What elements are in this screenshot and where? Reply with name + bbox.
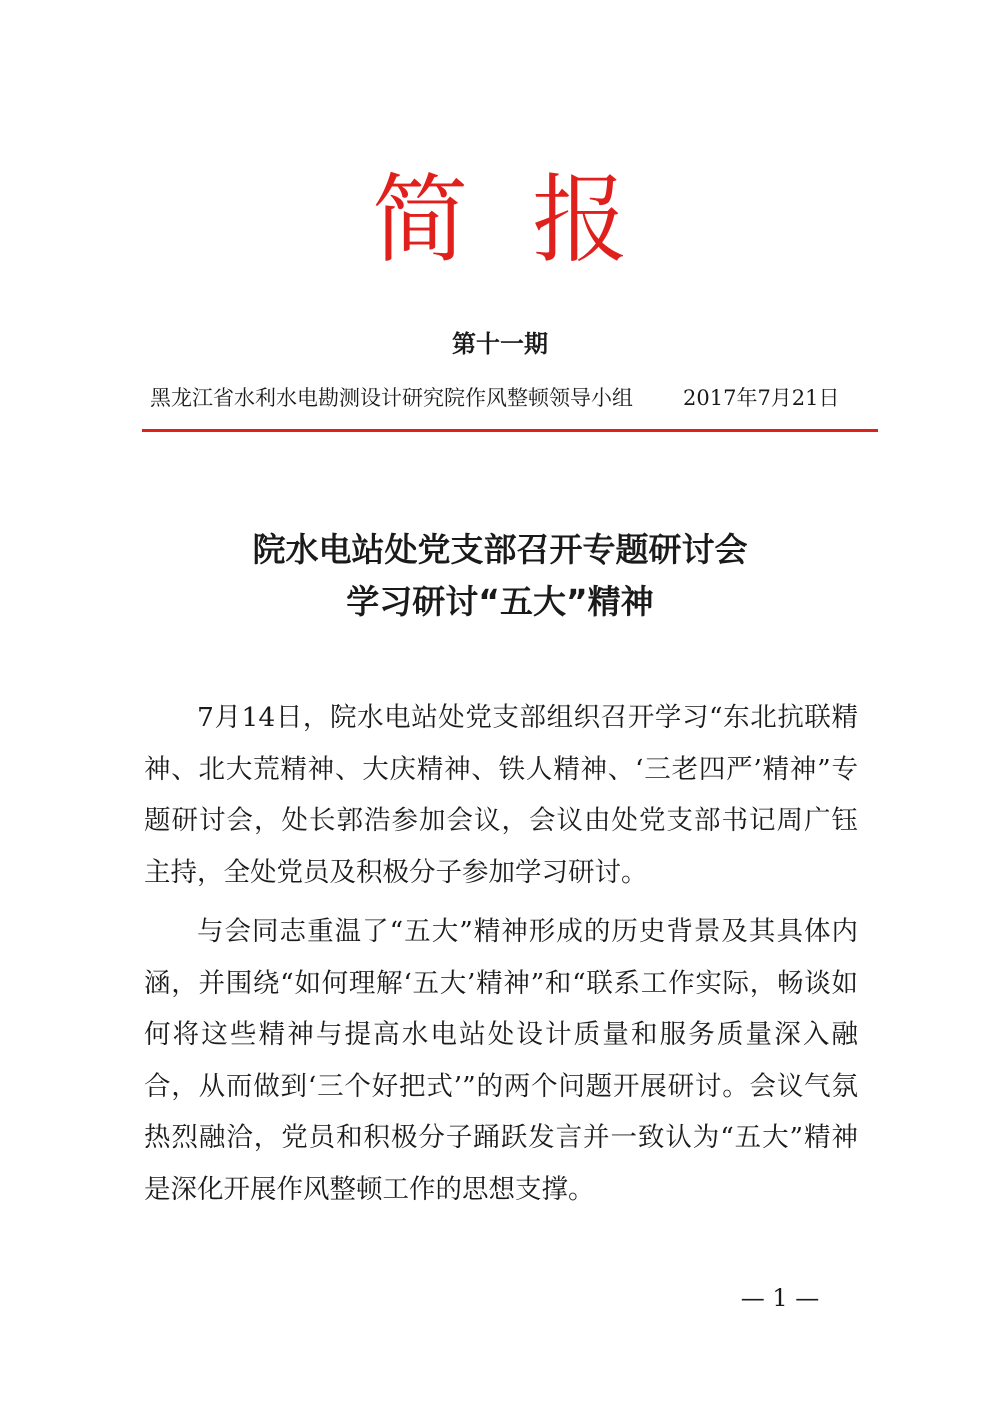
- red-divider: [142, 429, 878, 432]
- issue-date: 2017年7月21日: [683, 386, 840, 410]
- masthead-title: 简报: [372, 164, 692, 276]
- article-body: [144, 692, 858, 1223]
- article-headline: [0, 524, 1000, 628]
- body-paragraph-1: 7月14日，院水电站处党支部组织召开学习“东北抗联精神、北大荒精神、大庆精神、铁人精神、‘三老四严’精神”专题研讨会，处长郭浩参加会议，会议由处党支部书记周广钰主持，全处党员及积极分子参加学习研讨。: [144, 702, 858, 888]
- issuing-organization: 黑龙江省水利水电勘测设计研究院作风整顿领导小组: [150, 386, 633, 410]
- headline-line-1: 院水电站处党支部召开专题研讨会: [252, 530, 748, 569]
- issue-number: 第十一期: [452, 330, 548, 358]
- body-paragraph-2: 与会同志重温了“五大”精神形成的历史背景及其具体内涵，并围绕“如何理解‘五大’精神”和“联系工作实际，畅谈如何将这些精神与提高水电站处设计质量和服务质量深入融合，从而做到‘三个好把式’”的两个问题开展研讨。会议气氛热烈融洽，党员和积极分子踊跃发言并一致认为“五大”精神是深化开展作风整顿工作的思想支撑。: [144, 916, 858, 1205]
- issuer-line: [150, 382, 850, 414]
- page-number: — 1 —: [740, 1284, 820, 1312]
- headline-line-2: 学习研讨“五大”精神: [346, 582, 654, 621]
